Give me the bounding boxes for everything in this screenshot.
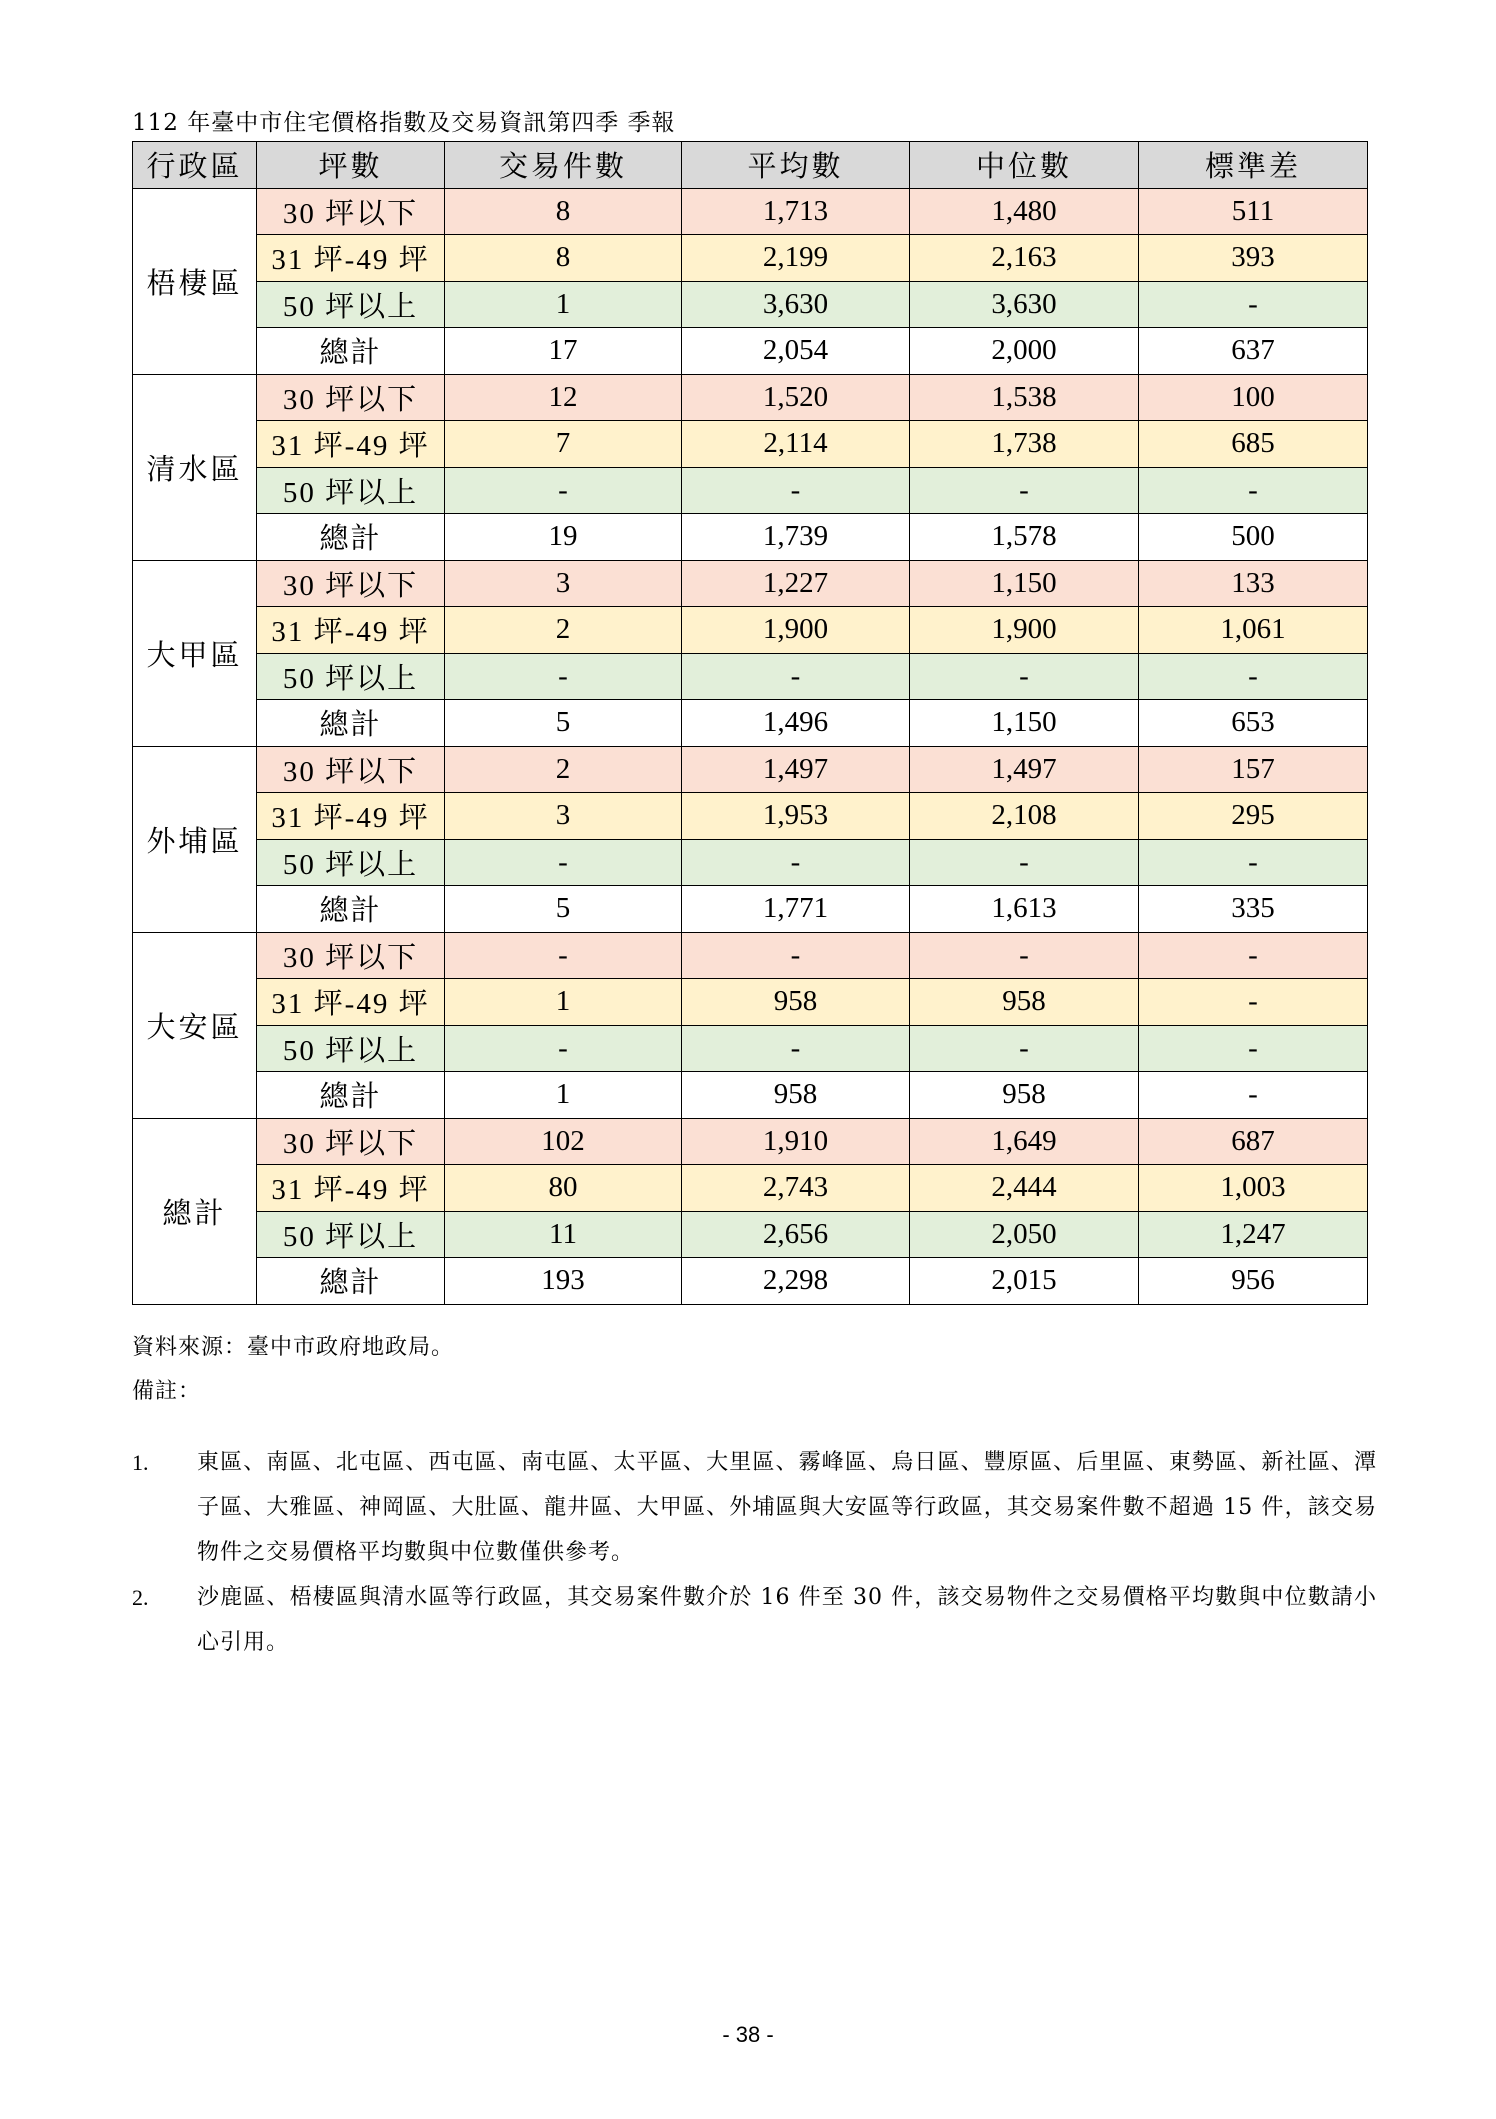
- district-cell: 外埔區: [133, 746, 257, 932]
- table-row: [133, 1165, 1368, 1212]
- std-cell: -: [1139, 281, 1368, 328]
- median-cell: 1,497: [910, 746, 1139, 793]
- count-cell: 17: [445, 328, 682, 375]
- count-cell: -: [445, 467, 682, 514]
- table-row: [133, 1258, 1368, 1305]
- count-cell: 19: [445, 514, 682, 561]
- count-cell: 2: [445, 607, 682, 654]
- mean-cell: 958: [682, 1072, 910, 1119]
- count-cell: 102: [445, 1118, 682, 1165]
- std-cell: 653: [1139, 700, 1368, 747]
- mean-cell: -: [682, 653, 910, 700]
- std-cell: 335: [1139, 886, 1368, 933]
- mean-cell: -: [682, 932, 910, 979]
- table-header-row: [133, 142, 1368, 189]
- mean-cell: 1,771: [682, 886, 910, 933]
- size-cell: 30 坪以下: [257, 374, 445, 421]
- table-row: [133, 514, 1368, 561]
- table-row: [133, 421, 1368, 468]
- median-cell: 2,050: [910, 1211, 1139, 1258]
- count-cell: -: [445, 839, 682, 886]
- mean-cell: 2,054: [682, 328, 910, 375]
- note-text: 沙鹿區、梧棲區與清水區等行政區，其交易案件數介於 16 件至 30 件，該交易物件之交易價格平均數與中位數請小心引用。: [197, 1585, 1377, 1655]
- mean-cell: 2,656: [682, 1211, 910, 1258]
- size-cell: 31 坪-49 坪: [257, 235, 445, 282]
- table-row: [133, 328, 1368, 375]
- median-cell: -: [910, 467, 1139, 514]
- note-item: [132, 1575, 1377, 1665]
- size-cell: 31 坪-49 坪: [257, 793, 445, 840]
- district-cell: 大安區: [133, 932, 257, 1118]
- mean-cell: 958: [682, 979, 910, 1026]
- mean-cell: 1,520: [682, 374, 910, 421]
- mean-cell: -: [682, 467, 910, 514]
- count-cell: 193: [445, 1258, 682, 1305]
- header-count: 交易件數: [445, 142, 682, 189]
- size-cell: 31 坪-49 坪: [257, 607, 445, 654]
- std-cell: 637: [1139, 328, 1368, 375]
- count-cell: -: [445, 932, 682, 979]
- std-cell: 500: [1139, 514, 1368, 561]
- mean-cell: 1,953: [682, 793, 910, 840]
- district-cell: 大甲區: [133, 560, 257, 746]
- median-cell: 1,538: [910, 374, 1139, 421]
- median-cell: 958: [910, 1072, 1139, 1119]
- district-cell: 清水區: [133, 374, 257, 560]
- mean-cell: 2,199: [682, 235, 910, 282]
- table-row: [133, 560, 1368, 607]
- std-cell: 133: [1139, 560, 1368, 607]
- count-cell: 7: [445, 421, 682, 468]
- header-mean: 平均數: [682, 142, 910, 189]
- size-cell: 50 坪以上: [257, 467, 445, 514]
- count-cell: 3: [445, 560, 682, 607]
- table-row: [133, 281, 1368, 328]
- price-table: [132, 141, 1368, 1305]
- median-cell: -: [910, 839, 1139, 886]
- district-cell: 總計: [133, 1118, 257, 1304]
- count-cell: 5: [445, 700, 682, 747]
- size-cell: 50 坪以上: [257, 653, 445, 700]
- notes-list: [132, 1440, 1377, 1665]
- mean-cell: -: [682, 839, 910, 886]
- count-cell: 3: [445, 793, 682, 840]
- median-cell: 2,000: [910, 328, 1139, 375]
- size-cell: 31 坪-49 坪: [257, 979, 445, 1026]
- std-cell: -: [1139, 1025, 1368, 1072]
- table-row: [133, 1211, 1368, 1258]
- mean-cell: 1,227: [682, 560, 910, 607]
- count-cell: -: [445, 1025, 682, 1072]
- median-cell: 1,613: [910, 886, 1139, 933]
- std-cell: 295: [1139, 793, 1368, 840]
- std-cell: 511: [1139, 188, 1368, 235]
- note-text: 東區、南區、北屯區、西屯區、南屯區、太平區、大里區、霧峰區、烏日區、豐原區、后里區、東勢區、新社區、潭子區、大雅區、神岡區、大肚區、龍井區、大甲區、外埔區與大安區等行政區，其交易案件數不超過 15 件，該交易物件之交易價格平均數與中位數僅供參考。: [197, 1450, 1377, 1565]
- table-row: [133, 188, 1368, 235]
- count-cell: 1: [445, 979, 682, 1026]
- mean-cell: 2,298: [682, 1258, 910, 1305]
- table-row: [133, 1072, 1368, 1119]
- mean-cell: 1,910: [682, 1118, 910, 1165]
- table-row: [133, 700, 1368, 747]
- district-cell: 梧棲區: [133, 188, 257, 374]
- table-row: [133, 1025, 1368, 1072]
- mean-cell: 1,900: [682, 607, 910, 654]
- mean-cell: 2,743: [682, 1165, 910, 1212]
- std-cell: 956: [1139, 1258, 1368, 1305]
- size-cell: 總計: [257, 1072, 445, 1119]
- median-cell: 1,578: [910, 514, 1139, 561]
- note-number: 2.: [132, 1585, 149, 1610]
- std-cell: -: [1139, 932, 1368, 979]
- size-cell: 30 坪以下: [257, 188, 445, 235]
- source-note: 資料來源：臺中市政府地政局。: [132, 1335, 455, 1360]
- count-cell: -: [445, 653, 682, 700]
- count-cell: 11: [445, 1211, 682, 1258]
- count-cell: 1: [445, 281, 682, 328]
- mean-cell: 3,630: [682, 281, 910, 328]
- count-cell: 8: [445, 188, 682, 235]
- table-row: [133, 746, 1368, 793]
- count-cell: 1: [445, 1072, 682, 1119]
- median-cell: 2,015: [910, 1258, 1139, 1305]
- table-body: [133, 188, 1368, 1304]
- median-cell: 1,150: [910, 560, 1139, 607]
- size-cell: 50 坪以上: [257, 839, 445, 886]
- size-cell: 50 坪以上: [257, 1211, 445, 1258]
- std-cell: 1,247: [1139, 1211, 1368, 1258]
- mean-cell: 2,114: [682, 421, 910, 468]
- std-cell: 1,003: [1139, 1165, 1368, 1212]
- header-district: 行政區: [133, 142, 257, 189]
- size-cell: 50 坪以上: [257, 281, 445, 328]
- page-number: - 38 -: [722, 2022, 774, 2047]
- std-cell: 393: [1139, 235, 1368, 282]
- size-cell: 總計: [257, 1258, 445, 1305]
- size-cell: 31 坪-49 坪: [257, 421, 445, 468]
- median-cell: 2,108: [910, 793, 1139, 840]
- median-cell: 1,480: [910, 188, 1139, 235]
- header-size: 坪數: [257, 142, 445, 189]
- table-row: [133, 607, 1368, 654]
- count-cell: 5: [445, 886, 682, 933]
- document-title: 112 年臺中市住宅價格指數及交易資訊第四季 季報: [132, 110, 676, 136]
- size-cell: 30 坪以下: [257, 560, 445, 607]
- table-row: [133, 886, 1368, 933]
- median-cell: 1,649: [910, 1118, 1139, 1165]
- size-cell: 50 坪以上: [257, 1025, 445, 1072]
- note-number: 1.: [132, 1450, 149, 1475]
- remarks-label: 備註：: [132, 1379, 202, 1404]
- std-cell: -: [1139, 839, 1368, 886]
- median-cell: -: [910, 1025, 1139, 1072]
- mean-cell: -: [682, 1025, 910, 1072]
- median-cell: -: [910, 653, 1139, 700]
- count-cell: 80: [445, 1165, 682, 1212]
- std-cell: 685: [1139, 421, 1368, 468]
- median-cell: 3,630: [910, 281, 1139, 328]
- mean-cell: 1,713: [682, 188, 910, 235]
- note-item: [132, 1440, 1377, 1575]
- header-std: 標準差: [1139, 142, 1368, 189]
- table-row: [133, 653, 1368, 700]
- table-row: [133, 467, 1368, 514]
- median-cell: 2,163: [910, 235, 1139, 282]
- mean-cell: 1,497: [682, 746, 910, 793]
- median-cell: 1,900: [910, 607, 1139, 654]
- table-row: [133, 979, 1368, 1026]
- table-row: [133, 235, 1368, 282]
- table-row: [133, 793, 1368, 840]
- table-row: [133, 374, 1368, 421]
- count-cell: 12: [445, 374, 682, 421]
- count-cell: 2: [445, 746, 682, 793]
- median-cell: 1,150: [910, 700, 1139, 747]
- table-row: [133, 839, 1368, 886]
- median-cell: 2,444: [910, 1165, 1139, 1212]
- std-cell: -: [1139, 1072, 1368, 1119]
- size-cell: 總計: [257, 700, 445, 747]
- size-cell: 總計: [257, 886, 445, 933]
- table-row: [133, 1118, 1368, 1165]
- size-cell: 總計: [257, 514, 445, 561]
- mean-cell: 1,739: [682, 514, 910, 561]
- std-cell: -: [1139, 979, 1368, 1026]
- size-cell: 總計: [257, 328, 445, 375]
- median-cell: 958: [910, 979, 1139, 1026]
- std-cell: 687: [1139, 1118, 1368, 1165]
- table-row: [133, 932, 1368, 979]
- size-cell: 31 坪-49 坪: [257, 1165, 445, 1212]
- size-cell: 30 坪以下: [257, 932, 445, 979]
- std-cell: -: [1139, 467, 1368, 514]
- mean-cell: 1,496: [682, 700, 910, 747]
- std-cell: -: [1139, 653, 1368, 700]
- median-cell: -: [910, 932, 1139, 979]
- header-median: 中位數: [910, 142, 1139, 189]
- count-cell: 8: [445, 235, 682, 282]
- size-cell: 30 坪以下: [257, 746, 445, 793]
- std-cell: 157: [1139, 746, 1368, 793]
- size-cell: 30 坪以下: [257, 1118, 445, 1165]
- std-cell: 1,061: [1139, 607, 1368, 654]
- std-cell: 100: [1139, 374, 1368, 421]
- median-cell: 1,738: [910, 421, 1139, 468]
